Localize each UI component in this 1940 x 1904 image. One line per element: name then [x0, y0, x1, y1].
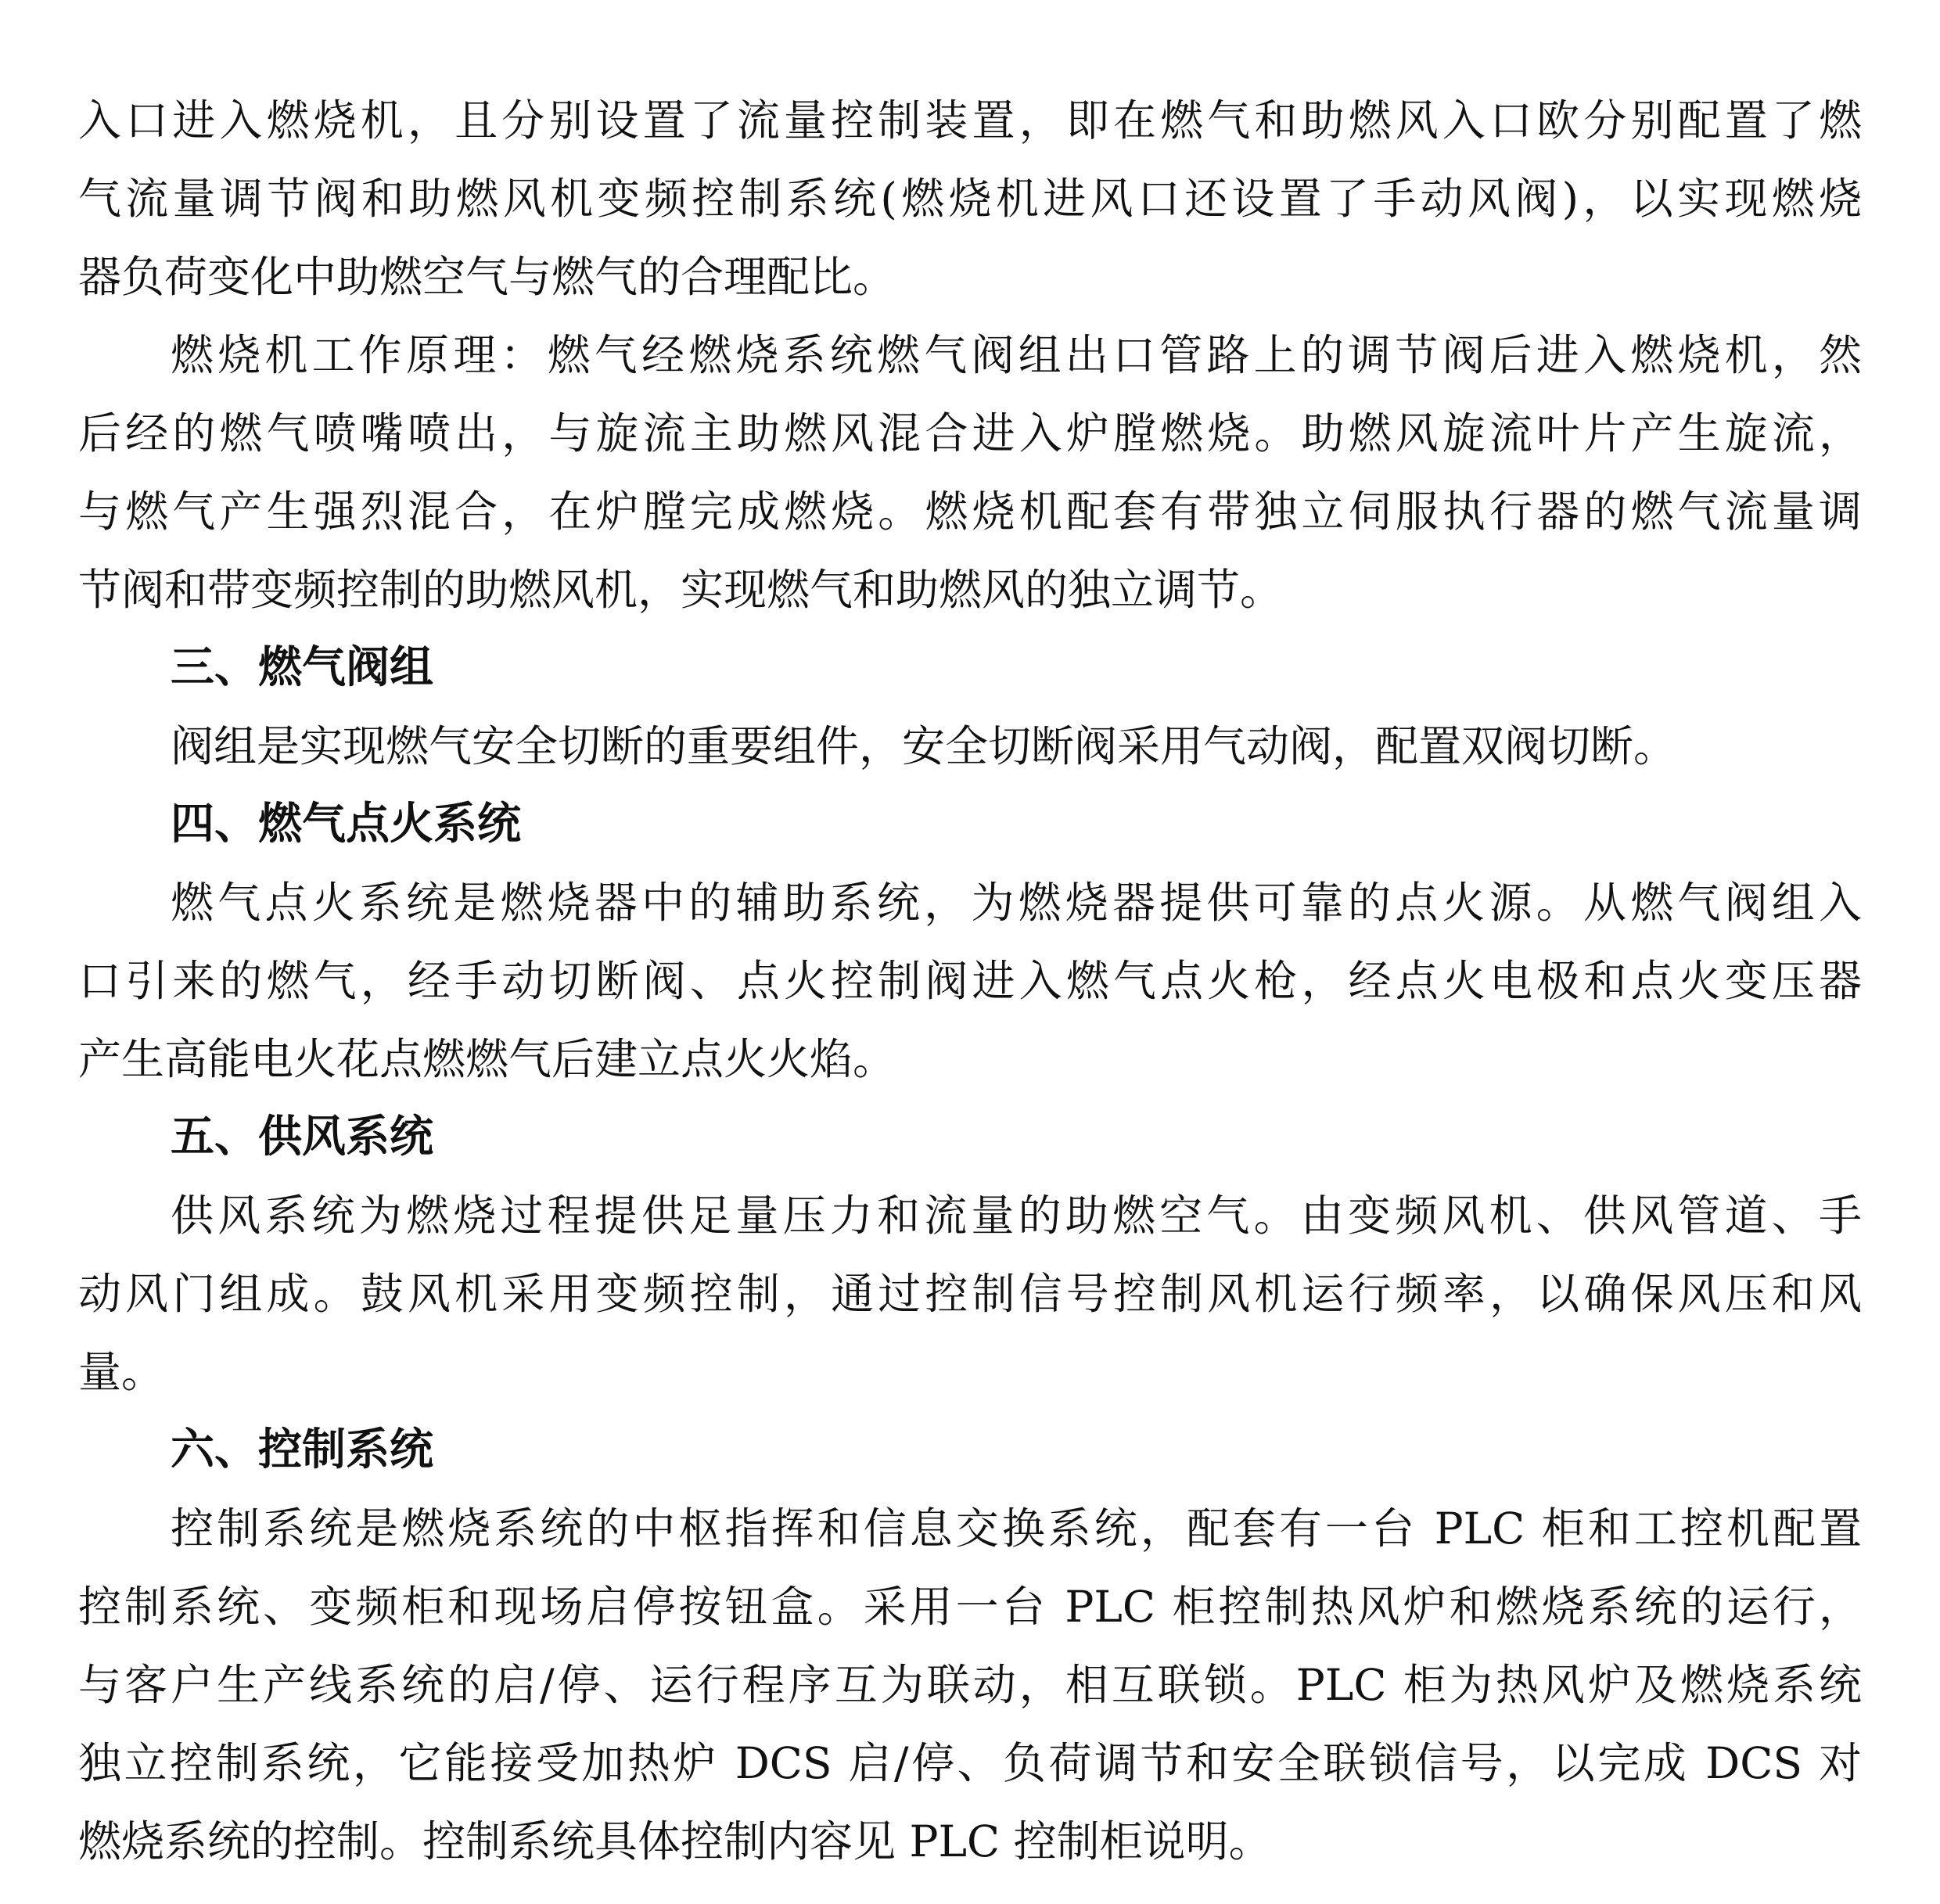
section-6-line-5: 燃烧系统的控制。控制系统具体控制内容见 PLC 控制柜说明。: [78, 1816, 1272, 1866]
section-4-line-2: 口引来的燃气，经手动切断阀、点火控制阀进入燃气点火枪，经点火电极和点火变压器: [78, 956, 1862, 1006]
section-5-line-1: 供风系统为燃烧过程提供足量压力和流量的助燃空气。由变频风机、供风管道、手: [171, 1191, 1862, 1241]
principle-line-4: 节阀和带变频控制的助燃风机，实现燃气和助燃风的独立调节。: [78, 565, 1284, 615]
section-4-line-3: 产生高能电火花点燃燃气后建立点火火焰。: [78, 1034, 896, 1084]
section-6-line-3: 与客户生产线系统的启/停、运行程序互为联动，相互联锁。PLC 柜为热风炉及燃烧系统: [78, 1660, 1862, 1710]
section-6-heading: 六、控制系统: [171, 1424, 433, 1475]
section-4-heading: 四、燃气点火系统: [171, 799, 521, 850]
intro-line-3: 器负荷变化中助燃空气与燃气的合理配比。: [78, 252, 896, 302]
section-5-heading: 五、供风系统: [171, 1112, 433, 1162]
section-6-line-4: 独立控制系统，它能接受加热炉 DCS 启/停、负荷调节和安全联锁信号，以完成 DCS 对: [78, 1738, 1862, 1788]
section-5-line-2: 动风门组成。鼓风机采用变频控制，通过控制信号控制风机运行频率，以确保风压和风: [78, 1269, 1862, 1319]
intro-line-2: 气流量调节阀和助燃风机变频控制系统(燃烧机进风口还设置了手动风阀)，以实现燃烧: [78, 174, 1862, 224]
section-5-line-3: 量。: [78, 1347, 165, 1397]
principle-line-1: 燃烧机工作原理：燃气经燃烧系统燃气阀组出口管路上的调节阀后进入燃烧机，然: [171, 330, 1862, 380]
section-3-heading: 三、燃气阀组: [171, 642, 433, 693]
section-3-line-1: 阀组是实现燃气安全切断的重要组件，安全切断阀采用气动阀，配置双阀切断。: [171, 721, 1677, 771]
section-4-line-1: 燃气点火系统是燃烧器中的辅助系统，为燃烧器提供可靠的点火源。从燃气阀组入: [171, 878, 1862, 928]
section-6-line-2: 控制系统、变频柜和现场启停按钮盒。采用一台 PLC 柜控制热风炉和燃烧系统的运行，: [78, 1582, 1862, 1632]
principle-line-2: 后经的燃气喷嘴喷出，与旋流主助燃风混合进入炉膛燃烧。助燃风旋流叶片产生旋流，: [78, 408, 1862, 458]
intro-line-1: 入口进入燃烧机，且分别设置了流量控制装置，即在燃气和助燃风入口欧分别配置了燃: [78, 95, 1862, 145]
principle-line-3: 与燃气产生强烈混合，在炉膛完成燃烧。燃烧机配套有带独立伺服执行器的燃气流量调: [78, 487, 1862, 537]
section-6-line-1: 控制系统是燃烧系统的中枢指挥和信息交换系统，配套有一台 PLC 柜和工控机配置: [171, 1503, 1862, 1554]
